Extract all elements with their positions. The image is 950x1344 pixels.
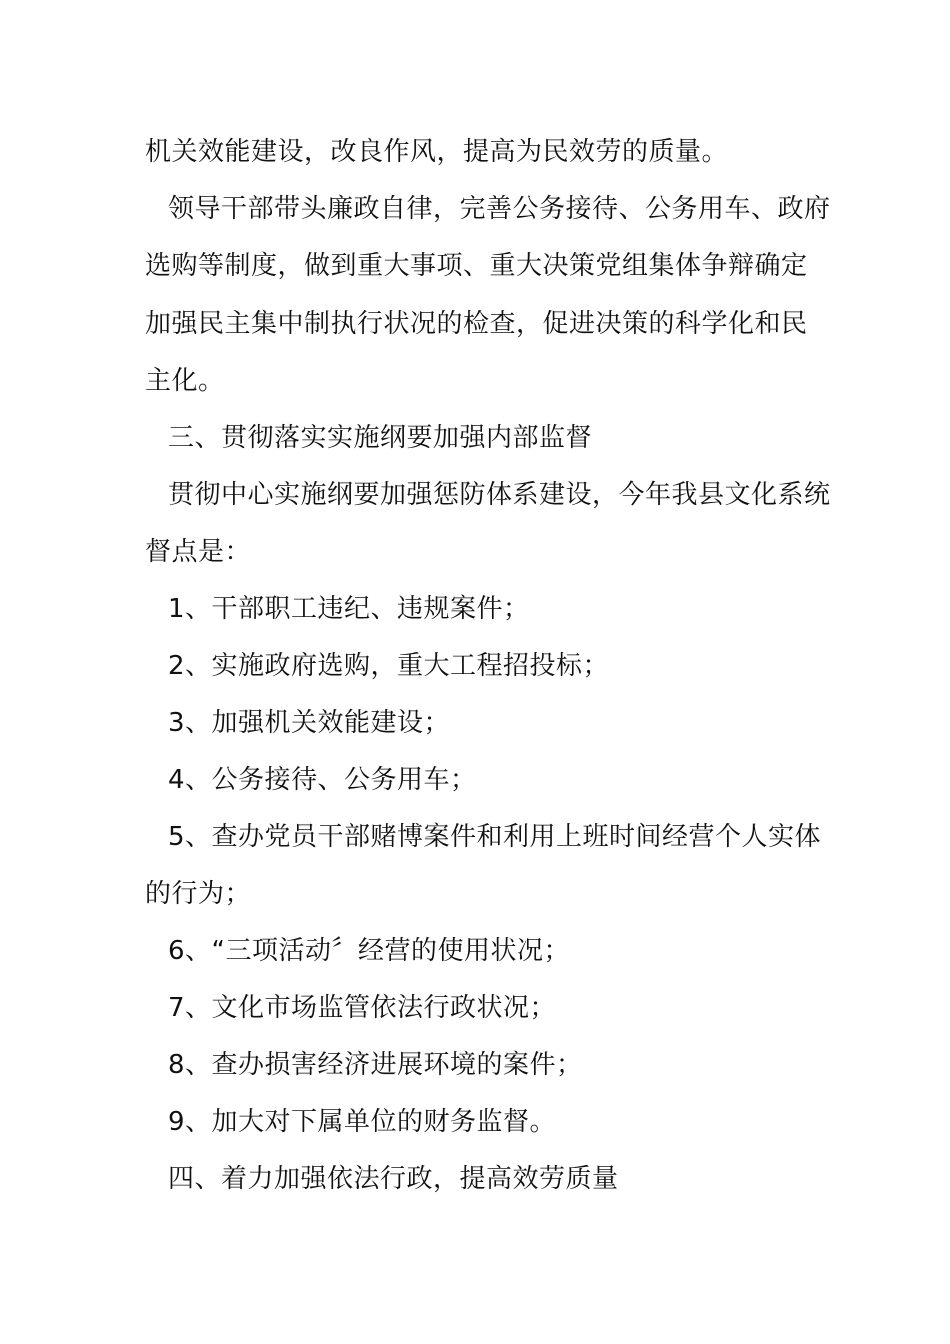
list-item-5-continued: 的行为；: [145, 879, 252, 909]
list-item-8: 8、查办损害经济进展环境的案件；: [168, 1050, 583, 1080]
list-item-4: 4、公务接待、公务用车；: [168, 765, 477, 795]
paragraph-line-7: 贯彻中心实施纲要加强惩防体系建设，今年我县文化系统: [168, 480, 831, 510]
list-item-9: 9、加大对下属单位的财务监督。: [168, 1107, 557, 1137]
paragraph-line-5: 主化。: [145, 366, 225, 396]
list-item-1: 1、干部职工违纪、违规案件；: [168, 594, 530, 624]
section-heading-4: 四、着力加强依法行政，提高效劳质量: [168, 1164, 619, 1194]
list-item-6: 6、“三项活动〞经营的使用状况；: [168, 936, 571, 966]
paragraph-line-2: 领导干部带头廉政自律，完善公务接待、公务用车、政府: [168, 194, 831, 224]
list-item-3: 3、加强机关效能建设；: [168, 708, 451, 738]
list-item-5: 5、查办党员干部赌博案件和利用上班时间经营个人实体: [168, 822, 822, 852]
list-item-7: 7、文化市场监管依法行政状况；: [168, 993, 557, 1023]
section-heading-3: 三、贯彻落实实施纲要加强内部监督: [168, 423, 593, 453]
paragraph-line-4: 加强民主集中制执行状况的检查，促进决策的科学化和民: [145, 309, 808, 339]
list-item-2: 2、实施政府选购，重大工程招投标；: [168, 651, 610, 681]
paragraph-line-3: 选购等制度，做到重大事项、重大决策党组集体争辩确定: [145, 251, 808, 281]
paragraph-line-8: 督点是：: [145, 537, 252, 567]
paragraph-line-1: 机关效能建设，改良作风，提高为民效劳的质量。: [145, 137, 729, 167]
